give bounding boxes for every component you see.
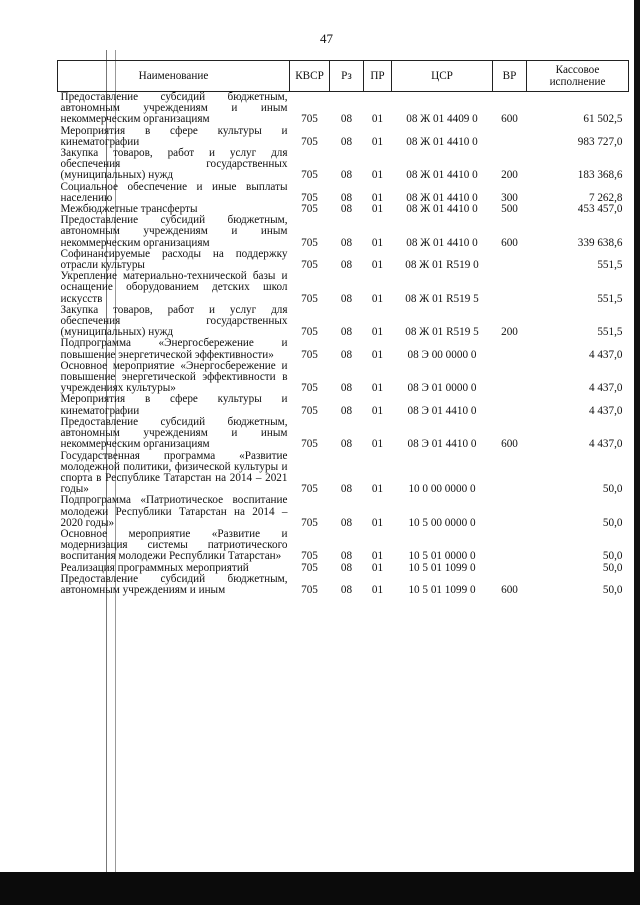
- header-row: [58, 61, 629, 92]
- cell-kvsr: 705: [301, 348, 318, 361]
- header-kvsr: КВСР: [290, 61, 330, 92]
- cell-vr: 500: [501, 203, 518, 216]
- cell-kvsr: 705: [301, 169, 318, 182]
- cell-vr: [493, 451, 527, 496]
- cell-vr: 600: [501, 113, 518, 126]
- cell-rz: 08: [340, 259, 353, 272]
- cell-vr: [493, 495, 527, 529]
- cell-sum: 61 502,5: [583, 113, 623, 126]
- cell-kvsr: 705: [301, 236, 318, 249]
- cell-sum: 50,0: [602, 483, 623, 496]
- cell-kvsr: 705: [301, 438, 318, 451]
- cell-kvsr: 705: [301, 191, 318, 204]
- cell-name: Предоставление субсидий бюджетным, автономным учреждениям и иным: [60, 572, 288, 596]
- cell-csr: 08 Ж 01 R519 0: [405, 259, 479, 272]
- cell-csr: 10 5 01 1099 0: [408, 561, 476, 574]
- cell-vr: [493, 563, 527, 574]
- cell-name: Реализация программных мероприятий: [60, 561, 249, 574]
- cell-rz: 08: [340, 382, 353, 395]
- table-row: [58, 574, 629, 596]
- cell-csr: 08 Ж 01 4409 0: [406, 113, 478, 126]
- header-pr: ПР: [364, 61, 392, 92]
- table-row: [58, 361, 629, 395]
- cell-pr: 01: [371, 236, 384, 249]
- cell-kvsr: 705: [301, 326, 318, 339]
- cell-pr: 01: [371, 438, 384, 451]
- scan-edge-bottom: [0, 872, 640, 905]
- cell-sum: 50,0: [602, 516, 623, 529]
- cell-csr: 08 Ж 01 R519 5: [405, 292, 479, 305]
- cell-csr: 08 Ж 01 4410 0: [406, 191, 478, 204]
- cell-sum: 4 437,0: [588, 348, 623, 361]
- cell-sum: 339 638,6: [577, 236, 623, 249]
- table-row: [58, 182, 629, 204]
- table-header: [58, 61, 629, 92]
- header-sum: Кассовое исполнение: [527, 61, 629, 92]
- table-row: [58, 215, 629, 249]
- header-vr: ВР: [493, 61, 527, 92]
- cell-pr: 01: [371, 550, 384, 563]
- cell-csr: 08 Э 01 4410 0: [407, 404, 477, 417]
- cell-sum: 551,5: [597, 326, 623, 339]
- table-row: [58, 394, 629, 416]
- cell-rz: 08: [340, 113, 353, 126]
- cell-pr: 01: [371, 169, 384, 182]
- cell-pr: 01: [371, 348, 384, 361]
- header-rz: Рз: [330, 61, 364, 92]
- table-row: [58, 126, 629, 148]
- cell-csr: 08 Ж 01 4410 0: [406, 203, 478, 216]
- cell-kvsr: 705: [301, 259, 318, 272]
- cell-name: Межбюджетные трансферты: [60, 203, 198, 216]
- cell-pr: 01: [371, 292, 384, 305]
- budget-execution-table: [57, 60, 629, 596]
- cell-name: Мероприятия в сфере культуры и кинематографии: [60, 124, 288, 148]
- cell-vr: [493, 126, 527, 148]
- table-row: [58, 338, 629, 360]
- cell-pr: 01: [371, 113, 384, 126]
- scan-edge-right: [634, 0, 640, 905]
- cell-vr: [493, 361, 527, 395]
- cell-csr: 08 Ж 01 4410 0: [406, 236, 478, 249]
- cell-rz: 08: [340, 561, 353, 574]
- table-row: [58, 495, 629, 529]
- cell-kvsr: 705: [301, 382, 318, 395]
- cell-sum: 7 262,8: [588, 191, 623, 204]
- cell-pr: 01: [371, 259, 384, 272]
- cell-kvsr: 705: [301, 483, 318, 496]
- cell-name: Предоставление субсидий бюджетным, автономным учреждениям и иным некоммерческим организациям: [60, 91, 288, 126]
- cell-pr: 01: [371, 404, 384, 417]
- cell-pr: 01: [371, 203, 384, 216]
- cell-sum: 4 437,0: [588, 404, 623, 417]
- cell-rz: 08: [340, 135, 353, 148]
- cell-pr: 01: [371, 135, 384, 148]
- table-row: [58, 305, 629, 339]
- cell-pr: 01: [371, 191, 384, 204]
- cell-rz: 08: [340, 292, 353, 305]
- page-number: 47: [320, 31, 333, 46]
- cell-sum: 50,0: [602, 561, 623, 574]
- cell-kvsr: 705: [301, 292, 318, 305]
- cell-pr: 01: [371, 516, 384, 529]
- cell-sum: 983 727,0: [577, 135, 623, 148]
- cell-rz: 08: [340, 516, 353, 529]
- cell-name: Основное мероприятие «Развитие и модернизация системы патриотического воспитания молодежи Республики Татарстан»: [60, 527, 288, 563]
- cell-name: Закупка товаров, работ и услуг для обеспечения государственных (муниципальных) нужд: [60, 303, 288, 339]
- cell-kvsr: 705: [301, 203, 318, 216]
- cell-kvsr: 705: [301, 561, 318, 574]
- cell-rz: 08: [340, 326, 353, 339]
- cell-pr: 01: [371, 483, 384, 496]
- cell-rz: 08: [340, 191, 353, 204]
- cell-name: Подпрограмма «Энергосбережение и повышение энергетической эффективности»: [60, 337, 288, 361]
- cell-pr: 01: [371, 326, 384, 339]
- table-row: [58, 451, 629, 496]
- cell-rz: 08: [340, 169, 353, 182]
- header-name: Наименование: [58, 61, 290, 92]
- cell-rz: 08: [340, 203, 353, 216]
- cell-name: Мероприятия в сфере культуры и кинематографии: [60, 393, 288, 417]
- cell-name: Подпрограмма «Патриотическое воспитание молодежи Республики Татарстан на 2014 – 2020 годы»: [60, 494, 288, 529]
- cell-pr: 01: [371, 561, 384, 574]
- table-row: [58, 271, 629, 305]
- cell-vr: [493, 338, 527, 360]
- table-body: [58, 92, 629, 597]
- cell-csr: 08 Э 01 0000 0: [407, 382, 477, 395]
- cell-kvsr: 705: [301, 135, 318, 148]
- cell-csr: 08 Ж 01 4410 0: [406, 135, 478, 148]
- cell-name: Государственная программа «Развитие молодежной политики, физической культуры и спорта в Республике Татарстан на 2014 – 2021 годы»: [60, 449, 288, 496]
- cell-csr: 08 Ж 01 4410 0: [406, 169, 478, 182]
- cell-kvsr: 705: [301, 516, 318, 529]
- table-row: [58, 148, 629, 182]
- cell-csr: 08 Э 00 0000 0: [407, 348, 477, 361]
- cell-sum: 183 368,6: [577, 169, 623, 182]
- cell-sum: 50,0: [602, 583, 623, 596]
- cell-vr: 600: [501, 438, 518, 451]
- cell-name: Социальное обеспечение и иные выплаты населению: [60, 180, 288, 204]
- cell-sum: 453 457,0: [577, 203, 623, 216]
- cell-name: Основное мероприятие «Энергосбережение и повышение энергетической эффективности в учреждениях культуры»: [60, 359, 288, 395]
- cell-vr: 200: [501, 326, 518, 339]
- table-row: [58, 417, 629, 451]
- cell-vr: 200: [501, 169, 518, 182]
- cell-csr: 08 Ж 01 R519 5: [405, 326, 479, 339]
- cell-vr: [493, 394, 527, 416]
- cell-name: Предоставление субсидий бюджетным, автономным учреждениям и иным некоммерческим организациям: [60, 214, 288, 249]
- cell-vr: [493, 529, 527, 563]
- cell-name: Софинансируемые расходы на поддержку отрасли культуры: [60, 247, 288, 272]
- cell-kvsr: 705: [301, 113, 318, 126]
- cell-rz: 08: [340, 348, 353, 361]
- cell-vr: 300: [501, 191, 518, 204]
- cell-sum: 4 437,0: [588, 438, 623, 451]
- cell-csr: 10 5 01 0000 0: [408, 550, 476, 563]
- cell-vr: 600: [501, 583, 518, 596]
- cell-kvsr: 705: [301, 404, 318, 417]
- cell-name: Закупка товаров, работ и услуг для обеспечения государственных (муниципальных) нужд: [60, 147, 288, 182]
- cell-rz: 08: [340, 236, 353, 249]
- cell-sum: 551,5: [597, 259, 623, 272]
- cell-rz: 08: [340, 583, 353, 596]
- table-row: [58, 529, 629, 563]
- cell-rz: 08: [340, 550, 353, 563]
- cell-sum: 4 437,0: [588, 382, 623, 395]
- cell-vr: 600: [501, 236, 518, 249]
- table-row: [58, 249, 629, 271]
- cell-vr: [493, 271, 527, 305]
- cell-rz: 08: [340, 404, 353, 417]
- table-row: [58, 92, 629, 126]
- cell-name: Предоставление субсидий бюджетным, автономным учреждениям и иным некоммерческим организациям: [60, 415, 288, 451]
- header-csr: ЦСР: [392, 61, 493, 92]
- cell-kvsr: 705: [301, 550, 318, 563]
- cell-sum: 551,5: [597, 292, 623, 305]
- cell-kvsr: 705: [301, 583, 318, 596]
- cell-csr: 10 0 00 0000 0: [408, 483, 476, 496]
- cell-sum: 50,0: [602, 550, 623, 563]
- cell-vr: [493, 249, 527, 271]
- cell-rz: 08: [340, 483, 353, 496]
- cell-pr: 01: [371, 583, 384, 596]
- cell-csr: 08 Э 01 4410 0: [407, 438, 477, 451]
- cell-csr: 10 5 01 1099 0: [408, 583, 476, 596]
- cell-pr: 01: [371, 382, 384, 395]
- cell-name: Укрепление материально-технической базы и оснащение оборудованием детских школ искусств: [60, 270, 288, 305]
- cell-rz: 08: [340, 438, 353, 451]
- cell-csr: 10 5 00 0000 0: [408, 516, 476, 529]
